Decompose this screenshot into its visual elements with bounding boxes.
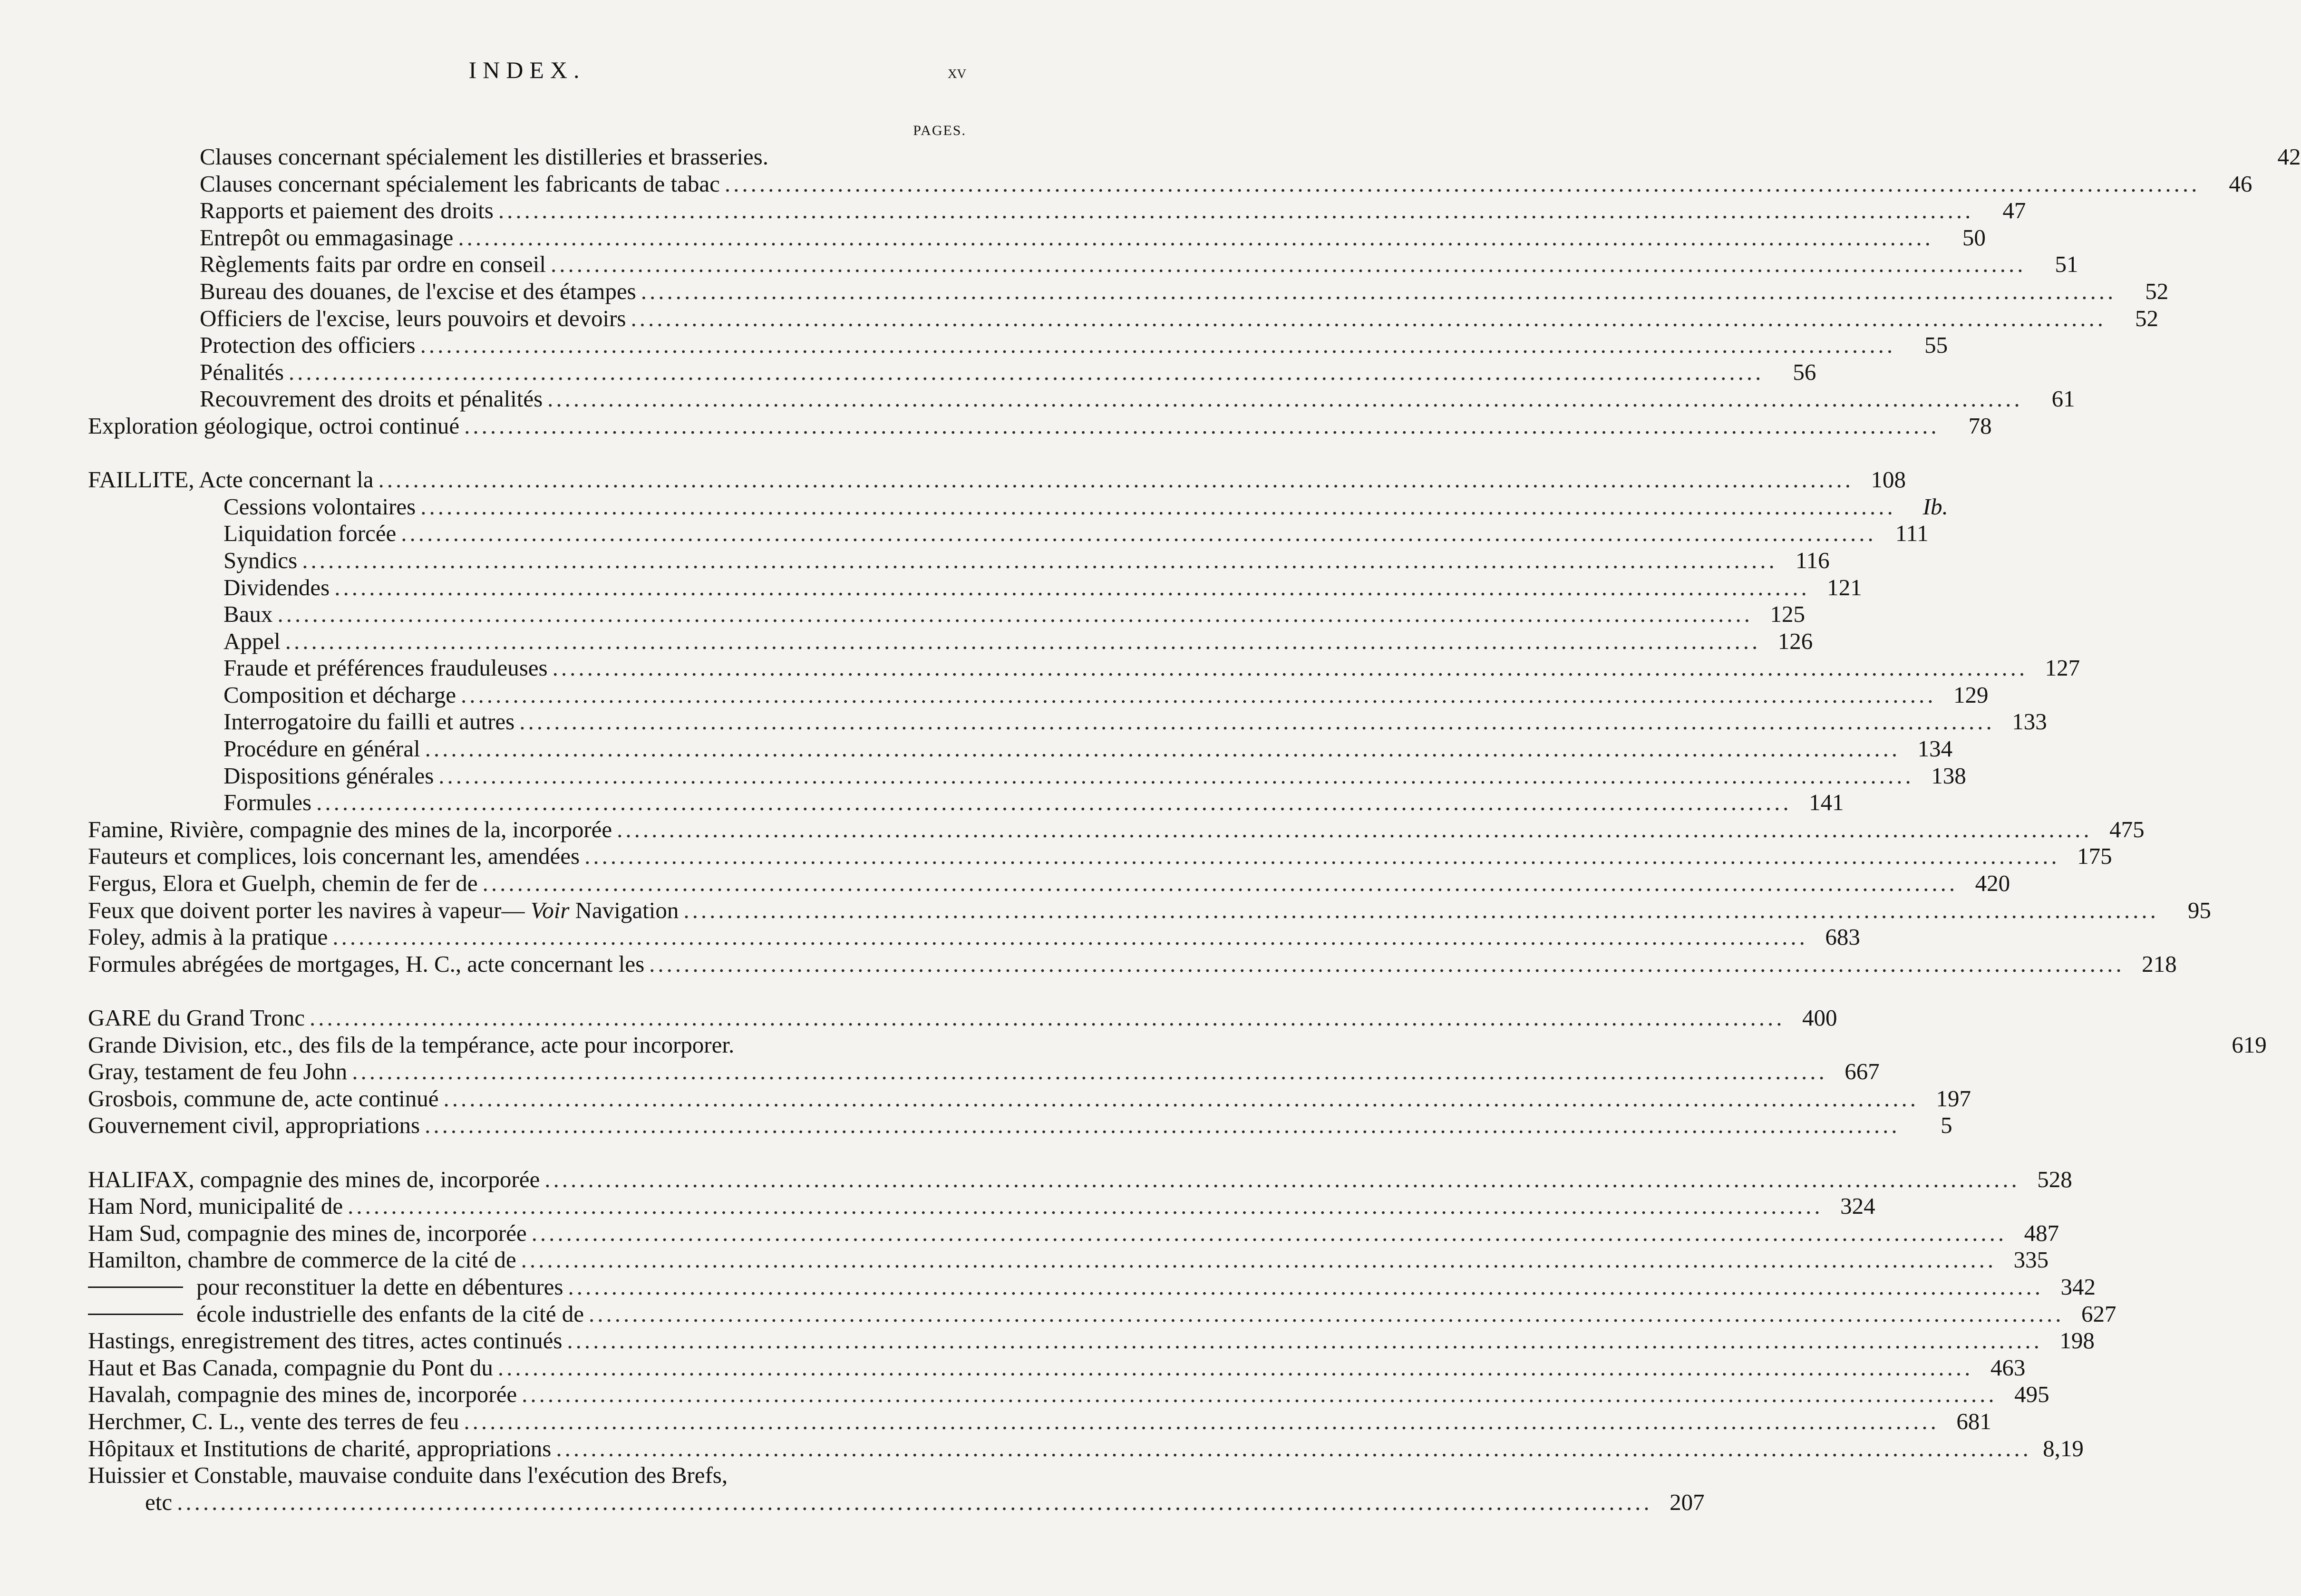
entry-page: 56 bbox=[1793, 358, 1816, 385]
entry-label-text: Officiers de l'excise, leurs pouvoirs et devoirs bbox=[200, 305, 626, 331]
index-entry bbox=[88, 574, 1862, 601]
dot-leader bbox=[547, 386, 2023, 413]
entry-label-text: Feux que doivent porter les navires à vapeur— bbox=[88, 897, 531, 923]
entry-label bbox=[223, 628, 281, 655]
entry-label bbox=[88, 1354, 493, 1382]
dot-leader bbox=[461, 682, 1936, 709]
entry-label bbox=[200, 224, 453, 251]
index-entry bbox=[88, 870, 2010, 897]
entry-page: 138 bbox=[1931, 762, 1966, 789]
entry-label-text: Pénalités bbox=[200, 358, 284, 385]
index-entry bbox=[88, 735, 1953, 763]
dot-leader bbox=[617, 816, 2092, 843]
entry-label bbox=[88, 1166, 540, 1193]
index-entries bbox=[88, 144, 2301, 1516]
index-entry bbox=[88, 358, 1816, 386]
entry-label bbox=[88, 1032, 734, 1059]
index-entry bbox=[88, 628, 1813, 655]
dot-leader bbox=[519, 708, 1995, 735]
entry-page: 51 bbox=[2055, 251, 2078, 278]
dot-leader bbox=[458, 224, 1933, 251]
entry-label-text: Clauses concernant spécialement les distilleries et brasseries. bbox=[200, 144, 769, 170]
entry-page: 5 bbox=[1941, 1112, 1952, 1139]
entry-label-text: Famine, Rivière, compagnie des mines de la, incorporée bbox=[88, 816, 612, 842]
index-entry bbox=[88, 251, 2078, 278]
entry-label-text: Clauses concernant spécialement les fabricants de tabac bbox=[200, 170, 720, 197]
entry-page: 47 bbox=[2002, 197, 2026, 224]
entry-label-text: Gouvernement civil, appropriations bbox=[88, 1112, 420, 1139]
entry-page: 335 bbox=[2013, 1247, 2049, 1273]
dot-leader bbox=[420, 332, 1896, 359]
index-entry bbox=[88, 1273, 2096, 1301]
entry-label-text: Hastings, enregistrement des titres, actes continués bbox=[88, 1327, 563, 1354]
dot-leader bbox=[483, 870, 1958, 897]
index-entry bbox=[88, 1462, 966, 1489]
entry-label-text: Liquidation forcée bbox=[223, 520, 397, 547]
entry-page: 129 bbox=[1953, 681, 1989, 708]
entry-label bbox=[88, 897, 679, 924]
entry-label bbox=[200, 251, 546, 278]
entry-label-text: Fraude et préférences frauduleuses bbox=[223, 655, 548, 681]
entry-page: 42 bbox=[2277, 144, 2301, 170]
entry-label-text: Entrepôt ou emmagasinage bbox=[200, 224, 454, 251]
dot-leader bbox=[498, 1354, 1973, 1382]
entry-label bbox=[88, 1327, 562, 1354]
index-entry bbox=[88, 1193, 1875, 1220]
dot-leader bbox=[464, 1408, 1939, 1435]
index-entry bbox=[88, 601, 1805, 628]
index-entry bbox=[88, 789, 1844, 816]
entry-label-text: Haut et Bas Canada, compagnie du Pont du bbox=[88, 1354, 493, 1381]
entry-label bbox=[88, 1247, 516, 1274]
entry-page: 61 bbox=[2051, 386, 2075, 412]
entry-page: 52 bbox=[2135, 305, 2158, 331]
ditto-dash bbox=[88, 1286, 183, 1288]
dot-leader bbox=[567, 1327, 2042, 1354]
entry-label bbox=[88, 466, 373, 493]
index-entry bbox=[88, 224, 1986, 251]
dot-leader bbox=[420, 493, 1896, 521]
entry-page: 342 bbox=[2060, 1273, 2096, 1300]
dot-leader bbox=[556, 1435, 2031, 1462]
entry-page: 50 bbox=[1962, 224, 1986, 251]
dot-leader bbox=[544, 1166, 2020, 1193]
ditto-dash bbox=[88, 1314, 183, 1315]
index-entry bbox=[88, 762, 1966, 790]
dot-leader bbox=[631, 305, 2106, 332]
index-entry bbox=[88, 332, 1948, 359]
entry-page: 111 bbox=[1895, 520, 1929, 547]
index-entry bbox=[88, 170, 2252, 198]
entry-label bbox=[200, 332, 416, 359]
entry-label-text: Ham Nord, municipalité de bbox=[88, 1193, 343, 1219]
entry-label-text: Protection des officiers bbox=[200, 332, 416, 358]
entry-label-text: HALIFAX, compagnie des mines de, incorporée bbox=[88, 1166, 540, 1192]
page-title: INDEX. bbox=[468, 57, 586, 83]
entry-label-text: Dividendes bbox=[223, 574, 330, 600]
entry-label-text: Fergus, Elora et Guelph, chemin de fer de bbox=[88, 870, 478, 897]
index-entry bbox=[88, 144, 2301, 171]
index-entry bbox=[88, 708, 2047, 735]
entry-label bbox=[223, 547, 297, 574]
entry-label bbox=[223, 601, 272, 628]
entry-label bbox=[88, 1301, 584, 1328]
entry-label-text: Havalah, compagnie des mines de, incorporée bbox=[88, 1381, 517, 1408]
dot-leader bbox=[522, 1381, 1997, 1408]
entry-page: 134 bbox=[1917, 735, 1953, 762]
dot-leader bbox=[378, 466, 1854, 493]
entry-label bbox=[200, 144, 768, 171]
entry-label-text: Composition et décharge bbox=[223, 681, 456, 708]
entry-page: 108 bbox=[1871, 466, 1906, 493]
entry-label bbox=[145, 1489, 172, 1516]
entry-label-text: Foley, admis à la pratique bbox=[88, 924, 328, 950]
entry-page: 627 bbox=[2081, 1300, 2117, 1327]
entry-page: 121 bbox=[1827, 574, 1862, 600]
dot-leader bbox=[464, 413, 1940, 440]
entry-label bbox=[88, 843, 580, 870]
dot-leader bbox=[725, 171, 2200, 198]
index-entry bbox=[88, 1166, 2072, 1193]
entry-label bbox=[223, 763, 434, 790]
entry-label-suffix: Navigation bbox=[569, 897, 679, 923]
index-entry bbox=[88, 1031, 2267, 1059]
entry-label-text: Formules bbox=[223, 789, 312, 816]
entry-label-text: Rapports et paiement des droits bbox=[200, 197, 494, 224]
index-entry bbox=[88, 1354, 2026, 1382]
entry-label-text: Hôpitaux et Institutions de charité, appropriations bbox=[88, 1435, 552, 1461]
entry-label bbox=[200, 386, 543, 413]
entry-label bbox=[88, 1085, 439, 1112]
entry-label-text: Recouvrement des droits et pénalités bbox=[200, 386, 543, 412]
index-entry bbox=[88, 950, 2177, 978]
entry-label-text: Ham Sud, compagnie des mines de, incorporée bbox=[88, 1219, 527, 1246]
entry-page: 175 bbox=[2077, 843, 2112, 870]
dot-leader bbox=[584, 843, 2060, 870]
entry-page: 116 bbox=[1796, 547, 1830, 573]
dot-leader bbox=[425, 735, 1901, 763]
entry-label-text: Huissier et Constable, mauvaise conduite dans l'exécution des Brefs, bbox=[88, 1462, 728, 1489]
entry-label bbox=[200, 359, 284, 386]
dot-leader bbox=[551, 251, 2026, 278]
entry-page: 95 bbox=[2187, 897, 2211, 923]
entry-label bbox=[88, 1462, 728, 1489]
entry-label-text: Interrogatoire du failli et autres bbox=[223, 708, 515, 735]
index-entry bbox=[88, 1435, 2084, 1462]
dot-leader bbox=[352, 1058, 1827, 1085]
index-entry bbox=[88, 547, 1830, 574]
index-entry bbox=[88, 1300, 2117, 1328]
dot-leader bbox=[521, 1247, 1997, 1274]
entry-page: 400 bbox=[1802, 1005, 1837, 1031]
dot-leader bbox=[444, 1085, 1919, 1112]
entry-label-text: Gray, testament de feu John bbox=[88, 1058, 348, 1085]
entry-label bbox=[88, 1193, 343, 1220]
index-entry bbox=[88, 681, 1989, 709]
entry-label-text: Appel bbox=[223, 628, 281, 654]
entry-label bbox=[88, 870, 478, 897]
index-entry bbox=[88, 897, 2211, 924]
entry-label-text: Grande Division, etc., des fils de la tempérance, acte pour incorporer. bbox=[88, 1031, 735, 1058]
index-entry bbox=[88, 924, 1860, 951]
entry-page: 141 bbox=[1809, 789, 1844, 816]
dot-leader bbox=[498, 197, 1974, 224]
index-entry bbox=[88, 1005, 1837, 1032]
dot-leader bbox=[177, 1489, 1652, 1516]
entry-page: 207 bbox=[1670, 1489, 1705, 1515]
entry-label bbox=[223, 789, 311, 816]
index-entry bbox=[88, 1112, 1952, 1139]
entry-label bbox=[200, 278, 636, 305]
dot-leader bbox=[553, 655, 2028, 682]
dot-leader bbox=[302, 547, 1777, 574]
entry-label bbox=[223, 682, 456, 709]
entry-page: 133 bbox=[2012, 708, 2047, 735]
entry-label-text: Procédure en général bbox=[223, 735, 420, 762]
entry-label bbox=[223, 493, 416, 521]
index-entry bbox=[88, 386, 2075, 413]
entry-page: 55 bbox=[1924, 332, 1948, 358]
entry-label-text: Fauteurs et complices, lois concernant les, amendées bbox=[88, 843, 580, 870]
entry-page: 127 bbox=[2045, 655, 2080, 681]
entry-label bbox=[88, 1005, 305, 1032]
entry-label-text: école industrielle des enfants de la cité de bbox=[196, 1300, 584, 1327]
index-entry bbox=[88, 520, 1929, 547]
entry-label bbox=[200, 305, 626, 332]
dot-leader bbox=[285, 628, 1761, 655]
entry-page: 463 bbox=[1990, 1354, 2026, 1381]
entry-label bbox=[88, 924, 328, 951]
entry-label bbox=[88, 816, 612, 843]
index-entry bbox=[88, 816, 2145, 843]
entry-page: 528 bbox=[2037, 1166, 2072, 1192]
entry-page: 495 bbox=[2014, 1381, 2049, 1408]
dot-leader bbox=[532, 1220, 2007, 1247]
entry-page: 420 bbox=[1975, 870, 2010, 897]
index-entry bbox=[88, 1381, 2049, 1408]
dot-leader bbox=[289, 359, 1764, 386]
entry-label bbox=[88, 951, 644, 978]
dot-leader bbox=[649, 951, 2125, 978]
entry-label bbox=[88, 1408, 459, 1435]
entry-page: 619 bbox=[2232, 1031, 2267, 1058]
dot-leader bbox=[641, 278, 2117, 305]
dot-leader bbox=[425, 1112, 1900, 1139]
entry-label bbox=[88, 1220, 527, 1247]
index-entry bbox=[88, 412, 1992, 440]
entry-page: 487 bbox=[2024, 1219, 2059, 1246]
entry-label-text: etc bbox=[145, 1489, 173, 1515]
entry-label-text: Dispositions générales bbox=[223, 762, 434, 789]
page-header bbox=[88, 56, 966, 89]
dot-leader bbox=[568, 1274, 2043, 1301]
entry-page: 324 bbox=[1840, 1193, 1875, 1219]
entry-label-text: Règlements faits par ordre en conseil bbox=[200, 251, 546, 278]
index-entry bbox=[88, 466, 1906, 493]
entry-page: 125 bbox=[1770, 601, 1805, 628]
entry-label-text: Exploration géologique, octroi continué bbox=[88, 412, 460, 439]
entry-label bbox=[88, 1435, 551, 1462]
dot-leader bbox=[348, 1193, 1823, 1220]
dot-leader bbox=[334, 574, 1810, 601]
entry-label-text: Herchmer, C. L., vente des terres de feu bbox=[88, 1408, 459, 1434]
entry-page: 46 bbox=[2229, 170, 2252, 197]
entry-page: 8,19 bbox=[2043, 1435, 2084, 1461]
entry-label-text: Formules abrégées de mortgages, H. C., acte concernant les bbox=[88, 950, 645, 977]
entry-label-text: Bureau des douanes, de l'excise et des étampes bbox=[200, 278, 636, 304]
page-number: xv bbox=[948, 62, 966, 82]
entry-label bbox=[88, 1112, 420, 1139]
dot-leader bbox=[589, 1301, 2064, 1328]
dot-leader bbox=[438, 763, 1914, 790]
entry-label bbox=[223, 574, 330, 601]
index-entry bbox=[88, 843, 2112, 870]
index-entry bbox=[88, 305, 2158, 332]
entry-page: 681 bbox=[1956, 1408, 1991, 1434]
entry-label bbox=[88, 413, 459, 440]
entry-label-text: pour reconstituer la dette en débentures bbox=[196, 1273, 563, 1300]
index-entry bbox=[88, 1219, 2059, 1247]
entry-label bbox=[200, 171, 720, 198]
entry-page: 198 bbox=[2059, 1327, 2095, 1354]
entry-page: 197 bbox=[1936, 1085, 1971, 1112]
entry-page: 683 bbox=[1825, 924, 1860, 950]
entry-label bbox=[223, 520, 396, 547]
pages-column-label: PAGES. bbox=[913, 123, 966, 138]
entry-label bbox=[88, 1274, 563, 1301]
dot-leader bbox=[332, 924, 1808, 951]
dot-leader bbox=[277, 601, 1753, 628]
entry-label-text: Grosbois, commune de, acte continué bbox=[88, 1085, 439, 1112]
entry-page: 218 bbox=[2142, 950, 2177, 977]
entry-page: 475 bbox=[2109, 816, 2145, 842]
index-entry bbox=[88, 197, 2026, 224]
index-entry bbox=[88, 1058, 1880, 1085]
entry-page: 667 bbox=[1845, 1058, 1880, 1085]
entry-label bbox=[88, 1058, 347, 1085]
entry-label-text: Cessions volontaires bbox=[223, 493, 416, 520]
entry-label-text: GARE du Grand Tronc bbox=[88, 1005, 305, 1031]
entry-label bbox=[223, 708, 515, 735]
index-entry bbox=[88, 278, 2169, 305]
entry-label-text: Hamilton, chambre de commerce de la cité de bbox=[88, 1247, 516, 1273]
entry-label-italic: Voir bbox=[530, 897, 570, 923]
entry-label bbox=[200, 197, 494, 224]
entry-label bbox=[223, 655, 548, 682]
index-entry bbox=[88, 493, 1948, 521]
index-entry bbox=[88, 1085, 1971, 1112]
entry-label-text: Baux bbox=[223, 601, 273, 628]
index-entry bbox=[88, 1489, 1705, 1516]
entry-page: 52 bbox=[2145, 278, 2169, 304]
index-entry bbox=[88, 1408, 1991, 1435]
index-entry bbox=[88, 655, 2080, 682]
dot-leader bbox=[310, 1005, 1785, 1032]
dot-leader bbox=[316, 789, 1792, 816]
entry-label-text: Syndics bbox=[223, 547, 298, 573]
entry-page: 78 bbox=[1968, 412, 1992, 439]
entry-label bbox=[88, 1381, 517, 1408]
dot-leader bbox=[683, 897, 2159, 924]
index-entry bbox=[88, 1327, 2095, 1354]
entry-page: Ib. bbox=[1922, 493, 1948, 520]
entry-page: 126 bbox=[1777, 628, 1813, 654]
index-entry bbox=[88, 1247, 2049, 1274]
entry-label bbox=[223, 735, 420, 763]
entry-label-text: FAILLITE, Acte concernant la bbox=[88, 466, 374, 493]
dot-leader bbox=[401, 520, 1876, 547]
